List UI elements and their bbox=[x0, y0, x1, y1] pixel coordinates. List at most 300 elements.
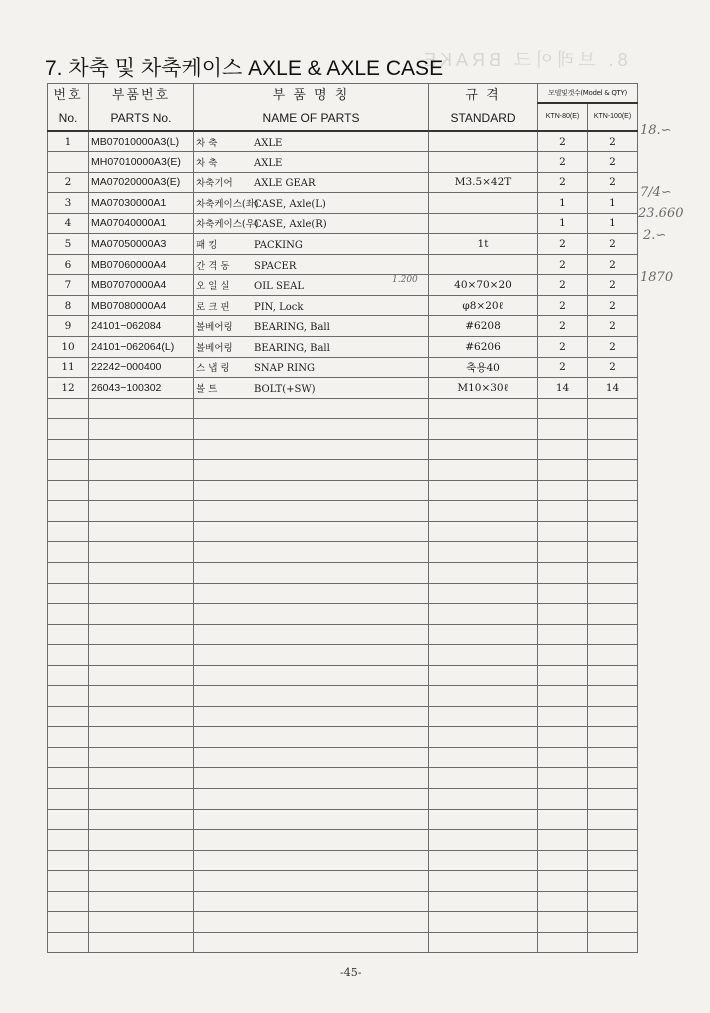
name-english: BEARING, Ball bbox=[254, 342, 330, 354]
cell-no bbox=[48, 912, 89, 933]
cell-no: 12 bbox=[48, 378, 89, 399]
cell-name bbox=[194, 809, 429, 830]
cell-qty-model-2: 1 bbox=[588, 213, 638, 234]
cell-qty-model-2: 2 bbox=[588, 254, 638, 275]
cell-no bbox=[48, 747, 89, 768]
cell-qty-model-1 bbox=[538, 501, 588, 522]
cell-qty-model-2 bbox=[588, 521, 638, 542]
table-row bbox=[48, 234, 638, 255]
cell-standard bbox=[429, 419, 538, 440]
cell-qty-model-1: 2 bbox=[538, 357, 588, 378]
cell-no bbox=[48, 871, 89, 892]
cell-no bbox=[48, 891, 89, 912]
cell-name bbox=[194, 460, 429, 481]
cell-no bbox=[48, 439, 89, 460]
name-english: PACKING bbox=[254, 240, 303, 251]
cell-qty-model-2: 1 bbox=[588, 193, 638, 214]
cell-no bbox=[48, 727, 89, 748]
cell-no bbox=[48, 830, 89, 851]
cell-standard bbox=[429, 460, 538, 481]
cell-qty-model-2 bbox=[588, 624, 638, 645]
cell-parts-no: MH07010000A3(E) bbox=[89, 152, 194, 173]
header-standard-ko: 규 격 bbox=[465, 88, 501, 103]
cell-name bbox=[194, 789, 429, 810]
cell-qty-model-1 bbox=[538, 747, 588, 768]
table-row bbox=[48, 871, 638, 892]
cell-qty-model-1 bbox=[538, 706, 588, 727]
cell-parts-no: MA07030000A1 bbox=[89, 193, 194, 214]
cell-qty-model-1: 2 bbox=[538, 295, 588, 316]
cell-name bbox=[194, 604, 429, 625]
cell-no bbox=[48, 583, 89, 604]
cell-qty-model-2 bbox=[588, 562, 638, 583]
cell-no: 1 bbox=[48, 131, 89, 152]
cell-qty-model-1 bbox=[538, 521, 588, 542]
cell-parts-no: MA07050000A3 bbox=[89, 234, 194, 255]
cell-qty-model-1: 2 bbox=[538, 316, 588, 337]
cell-parts-no bbox=[89, 583, 194, 604]
table-row bbox=[48, 645, 638, 666]
cell-qty-model-2: 2 bbox=[588, 357, 638, 378]
cell-standard bbox=[429, 645, 538, 666]
model-2-label: KTN-100(E) bbox=[593, 113, 632, 120]
cell-parts-no: MB07060000A4 bbox=[89, 254, 194, 275]
table-row bbox=[48, 419, 638, 440]
table-row bbox=[48, 275, 638, 296]
header-name-en: NAME OF PARTS bbox=[262, 111, 360, 125]
cell-qty-model-1 bbox=[538, 789, 588, 810]
cell-standard bbox=[429, 768, 538, 789]
name-english: SNAP RING bbox=[254, 363, 315, 375]
cell-qty-model-2 bbox=[588, 850, 638, 871]
cell-standard: 1t bbox=[429, 234, 538, 255]
name-korean: 간 격 동 bbox=[196, 260, 230, 272]
table-row bbox=[48, 357, 638, 378]
cell-standard bbox=[429, 480, 538, 501]
header-model-qty bbox=[538, 84, 638, 104]
cell-parts-no: MA07040000A1 bbox=[89, 213, 194, 234]
table-row bbox=[48, 665, 638, 686]
cell-name bbox=[194, 686, 429, 707]
table-row bbox=[48, 316, 638, 337]
name-korean: 오 일 실 bbox=[196, 281, 230, 293]
cell-parts-no: 24101−062064(L) bbox=[89, 336, 194, 357]
cell-name bbox=[194, 871, 429, 892]
cell-name bbox=[194, 542, 429, 563]
cell-parts-no bbox=[89, 830, 194, 851]
table-row bbox=[48, 706, 638, 727]
cell-name bbox=[194, 439, 429, 460]
cell-name bbox=[194, 398, 429, 419]
header-no-en: No. bbox=[58, 111, 78, 125]
cell-qty-model-2 bbox=[588, 398, 638, 419]
cell-qty-model-2: 2 bbox=[588, 234, 638, 255]
cell-qty-model-2: 2 bbox=[588, 316, 638, 337]
name-english: OIL SEAL bbox=[254, 281, 304, 293]
cell-standard bbox=[429, 912, 538, 933]
cell-parts-no bbox=[89, 850, 194, 871]
name-english: SPACER bbox=[254, 260, 297, 272]
cell-qty-model-2 bbox=[588, 460, 638, 481]
name-korean: 볼베어링 bbox=[196, 322, 233, 334]
cell-name bbox=[194, 624, 429, 645]
cell-parts-no bbox=[89, 727, 194, 748]
cell-standard bbox=[429, 152, 538, 173]
table-row bbox=[48, 336, 638, 357]
name-korean: 볼베어링 bbox=[196, 342, 233, 354]
header-no-ko: 번호 bbox=[53, 88, 83, 103]
name-english: CASE, Axle(L) bbox=[254, 198, 326, 210]
cell-parts-no bbox=[89, 480, 194, 501]
cell-name bbox=[194, 193, 429, 214]
cell-name bbox=[194, 665, 429, 686]
cell-name bbox=[194, 419, 429, 440]
cell-parts-no: MB07070000A4 bbox=[89, 275, 194, 296]
cell-standard bbox=[429, 583, 538, 604]
cell-name bbox=[194, 932, 429, 953]
cell-name bbox=[194, 316, 429, 337]
table-row bbox=[48, 295, 638, 316]
header-model-2 bbox=[588, 103, 638, 131]
cell-qty-model-2 bbox=[588, 789, 638, 810]
cell-qty-model-2: 2 bbox=[588, 295, 638, 316]
cell-qty-model-1: 1 bbox=[538, 193, 588, 214]
cell-qty-model-1: 2 bbox=[538, 152, 588, 173]
header-parts-no-en: PARTS No. bbox=[110, 111, 172, 125]
cell-no bbox=[48, 665, 89, 686]
cell-qty-model-1 bbox=[538, 645, 588, 666]
cell-standard bbox=[429, 850, 538, 871]
cell-qty-model-2: 2 bbox=[588, 131, 638, 152]
cell-qty-model-1: 2 bbox=[538, 275, 588, 296]
cell-qty-model-2: 2 bbox=[588, 275, 638, 296]
cell-qty-model-2: 2 bbox=[588, 152, 638, 173]
cell-qty-model-1 bbox=[538, 398, 588, 419]
cell-parts-no bbox=[89, 809, 194, 830]
table-row bbox=[48, 460, 638, 481]
cell-parts-no bbox=[89, 706, 194, 727]
cell-qty-model-1 bbox=[538, 419, 588, 440]
cell-name bbox=[194, 521, 429, 542]
cell-name bbox=[194, 378, 429, 399]
cell-qty-model-1 bbox=[538, 768, 588, 789]
cell-qty-model-2 bbox=[588, 583, 638, 604]
cell-no bbox=[48, 604, 89, 625]
cell-parts-no: MA07020000A3(E) bbox=[89, 172, 194, 193]
name-english: AXLE GEAR bbox=[254, 178, 316, 190]
cell-qty-model-2 bbox=[588, 419, 638, 440]
handwritten-note: 1870 bbox=[640, 270, 674, 285]
cell-name bbox=[194, 891, 429, 912]
cell-name bbox=[194, 131, 429, 152]
name-korean: 패 킹 bbox=[196, 240, 218, 251]
cell-qty-model-2: 14 bbox=[588, 378, 638, 399]
table-row bbox=[48, 789, 638, 810]
cell-no bbox=[48, 932, 89, 953]
name-english: AXLE bbox=[254, 137, 283, 149]
cell-qty-model-2 bbox=[588, 645, 638, 666]
table-row bbox=[48, 152, 638, 173]
cell-parts-no: MB07010000A3(L) bbox=[89, 131, 194, 152]
name-korean: 스 냅 링 bbox=[196, 363, 230, 375]
cell-qty-model-2 bbox=[588, 727, 638, 748]
cell-name bbox=[194, 152, 429, 173]
name-korean: 차 축 bbox=[196, 137, 218, 149]
cell-name bbox=[194, 727, 429, 748]
cell-name bbox=[194, 480, 429, 501]
table-row bbox=[48, 891, 638, 912]
cell-no bbox=[48, 419, 89, 440]
cell-no: 10 bbox=[48, 336, 89, 357]
table-header bbox=[48, 84, 638, 132]
cell-standard: 축용40 bbox=[429, 357, 538, 378]
cell-no: 4 bbox=[48, 213, 89, 234]
cell-no bbox=[48, 501, 89, 522]
cell-no: 9 bbox=[48, 316, 89, 337]
cell-standard: M10×30ℓ bbox=[429, 378, 538, 399]
cell-standard bbox=[429, 604, 538, 625]
table-row bbox=[48, 604, 638, 625]
cell-name bbox=[194, 768, 429, 789]
table-row bbox=[48, 398, 638, 419]
cell-parts-no bbox=[89, 604, 194, 625]
cell-qty-model-1: 2 bbox=[538, 234, 588, 255]
cell-name bbox=[194, 830, 429, 851]
cell-name bbox=[194, 747, 429, 768]
cell-qty-model-2 bbox=[588, 747, 638, 768]
cell-name bbox=[194, 501, 429, 522]
table-row bbox=[48, 727, 638, 748]
cell-qty-model-2 bbox=[588, 439, 638, 460]
cell-standard bbox=[429, 398, 538, 419]
name-english: CASE, Axle(R) bbox=[254, 219, 327, 231]
cell-no bbox=[48, 398, 89, 419]
table-row bbox=[48, 747, 638, 768]
cell-no bbox=[48, 706, 89, 727]
cell-name bbox=[194, 562, 429, 583]
table-row bbox=[48, 172, 638, 193]
cell-no bbox=[48, 480, 89, 501]
cell-qty-model-1 bbox=[538, 480, 588, 501]
table-row bbox=[48, 213, 638, 234]
table-row bbox=[48, 624, 638, 645]
cell-qty-model-2 bbox=[588, 809, 638, 830]
name-english: AXLE bbox=[254, 157, 283, 169]
name-english: BOLT(+SW) bbox=[254, 383, 316, 395]
cell-name bbox=[194, 254, 429, 275]
table-row bbox=[48, 932, 638, 953]
cell-qty-model-1: 2 bbox=[538, 172, 588, 193]
table-row bbox=[48, 378, 638, 399]
cell-qty-model-1: 14 bbox=[538, 378, 588, 399]
cell-parts-no bbox=[89, 665, 194, 686]
cell-no bbox=[48, 460, 89, 481]
cell-standard bbox=[429, 747, 538, 768]
cell-standard bbox=[429, 521, 538, 542]
name-korean: 차축케이스(좌) bbox=[196, 198, 259, 210]
cell-no bbox=[48, 809, 89, 830]
cell-no: 5 bbox=[48, 234, 89, 255]
header-no bbox=[48, 84, 89, 132]
header-model-qty-label: 모델및갯수(Model & QTY) bbox=[548, 89, 627, 97]
cell-name bbox=[194, 234, 429, 255]
handwritten-note: 2.∽ bbox=[643, 228, 667, 243]
cell-qty-model-1 bbox=[538, 542, 588, 563]
header-parts-no-ko: 부품번호 bbox=[111, 88, 171, 103]
cell-qty-model-1 bbox=[538, 891, 588, 912]
cell-standard bbox=[429, 624, 538, 645]
cell-parts-no: 26043−100302 bbox=[89, 378, 194, 399]
cell-qty-model-2 bbox=[588, 501, 638, 522]
cell-name bbox=[194, 357, 429, 378]
table-row bbox=[48, 521, 638, 542]
cell-qty-model-1 bbox=[538, 604, 588, 625]
cell-qty-model-1 bbox=[538, 686, 588, 707]
cell-qty-model-1: 1 bbox=[538, 213, 588, 234]
cell-parts-no: MB07080000A4 bbox=[89, 295, 194, 316]
cell-parts-no: 22242−000400 bbox=[89, 357, 194, 378]
cell-qty-model-1 bbox=[538, 727, 588, 748]
table-row bbox=[48, 562, 638, 583]
cell-parts-no bbox=[89, 645, 194, 666]
cell-qty-model-2 bbox=[588, 932, 638, 953]
cell-no: 6 bbox=[48, 254, 89, 275]
cell-parts-no bbox=[89, 439, 194, 460]
cell-qty-model-1 bbox=[538, 912, 588, 933]
table-row bbox=[48, 583, 638, 604]
cell-standard bbox=[429, 501, 538, 522]
header-standard bbox=[429, 84, 538, 132]
cell-no bbox=[48, 521, 89, 542]
name-korean: 로 크 핀 bbox=[196, 301, 230, 313]
cell-qty-model-2: 2 bbox=[588, 336, 638, 357]
handwritten-note: 1.200 bbox=[392, 275, 418, 285]
cell-standard bbox=[429, 932, 538, 953]
cell-no: 8 bbox=[48, 295, 89, 316]
cell-qty-model-2 bbox=[588, 871, 638, 892]
cell-parts-no bbox=[89, 460, 194, 481]
cell-qty-model-1 bbox=[538, 850, 588, 871]
table-row bbox=[48, 809, 638, 830]
cell-standard bbox=[429, 542, 538, 563]
cell-parts-no: 24101−062084 bbox=[89, 316, 194, 337]
cell-qty-model-1: 2 bbox=[538, 336, 588, 357]
cell-no: 11 bbox=[48, 357, 89, 378]
cell-parts-no bbox=[89, 521, 194, 542]
table-row bbox=[48, 912, 638, 933]
table-row bbox=[48, 686, 638, 707]
cell-qty-model-2 bbox=[588, 706, 638, 727]
table-row bbox=[48, 193, 638, 214]
cell-standard bbox=[429, 727, 538, 748]
header-model-1 bbox=[538, 103, 588, 131]
table-row bbox=[48, 830, 638, 851]
cell-parts-no bbox=[89, 789, 194, 810]
cell-no bbox=[48, 624, 89, 645]
cell-qty-model-2 bbox=[588, 604, 638, 625]
cell-parts-no bbox=[89, 419, 194, 440]
table-row bbox=[48, 439, 638, 460]
cell-qty-model-1 bbox=[538, 624, 588, 645]
table-row bbox=[48, 254, 638, 275]
cell-parts-no bbox=[89, 686, 194, 707]
cell-no: 2 bbox=[48, 172, 89, 193]
cell-name bbox=[194, 213, 429, 234]
table-row bbox=[48, 480, 638, 501]
cell-no bbox=[48, 562, 89, 583]
name-korean: 볼 트 bbox=[196, 383, 218, 395]
cell-standard bbox=[429, 830, 538, 851]
cell-parts-no bbox=[89, 768, 194, 789]
header-standard-en: STANDARD bbox=[450, 111, 516, 125]
table-row bbox=[48, 501, 638, 522]
cell-standard bbox=[429, 789, 538, 810]
cell-standard bbox=[429, 439, 538, 460]
cell-no bbox=[48, 542, 89, 563]
name-korean: 차축케이스(우) bbox=[196, 219, 259, 231]
cell-name bbox=[194, 172, 429, 193]
cell-qty-model-1 bbox=[538, 871, 588, 892]
cell-standard bbox=[429, 254, 538, 275]
cell-qty-model-1: 2 bbox=[538, 254, 588, 275]
cell-standard bbox=[429, 891, 538, 912]
cell-no bbox=[48, 645, 89, 666]
cell-qty-model-2 bbox=[588, 768, 638, 789]
parts-table bbox=[47, 83, 638, 953]
cell-parts-no bbox=[89, 932, 194, 953]
cell-name bbox=[194, 706, 429, 727]
cell-no: 3 bbox=[48, 193, 89, 214]
cell-standard bbox=[429, 809, 538, 830]
cell-parts-no bbox=[89, 542, 194, 563]
cell-standard bbox=[429, 213, 538, 234]
cell-no bbox=[48, 768, 89, 789]
cell-qty-model-1 bbox=[538, 583, 588, 604]
cell-qty-model-2 bbox=[588, 912, 638, 933]
cell-parts-no bbox=[89, 562, 194, 583]
cell-parts-no bbox=[89, 912, 194, 933]
cell-qty-model-2 bbox=[588, 542, 638, 563]
table-row bbox=[48, 768, 638, 789]
header-name bbox=[194, 84, 429, 132]
cell-no bbox=[48, 850, 89, 871]
cell-name bbox=[194, 850, 429, 871]
cell-qty-model-1 bbox=[538, 809, 588, 830]
cell-no bbox=[48, 789, 89, 810]
cell-qty-model-2 bbox=[588, 686, 638, 707]
cell-standard bbox=[429, 193, 538, 214]
cell-qty-model-1 bbox=[538, 439, 588, 460]
cell-name bbox=[194, 583, 429, 604]
page-title: 7. 차축 및 차축케이스 AXLE & AXLE CASE bbox=[45, 57, 444, 80]
table-body bbox=[48, 131, 638, 953]
cell-qty-model-1 bbox=[538, 562, 588, 583]
cell-name bbox=[194, 336, 429, 357]
cell-name bbox=[194, 645, 429, 666]
cell-name bbox=[194, 295, 429, 316]
cell-no bbox=[48, 686, 89, 707]
cell-standard: #6208 bbox=[429, 316, 538, 337]
cell-qty-model-2 bbox=[588, 480, 638, 501]
cell-standard: φ8×20ℓ bbox=[429, 295, 538, 316]
header-parts-no bbox=[89, 84, 194, 132]
cell-qty-model-1 bbox=[538, 665, 588, 686]
bleed-through-text: 8. 브레이크 BRAKE bbox=[420, 50, 628, 70]
cell-qty-model-1 bbox=[538, 830, 588, 851]
cell-parts-no bbox=[89, 398, 194, 419]
cell-no: 7 bbox=[48, 275, 89, 296]
cell-qty-model-1: 2 bbox=[538, 131, 588, 152]
